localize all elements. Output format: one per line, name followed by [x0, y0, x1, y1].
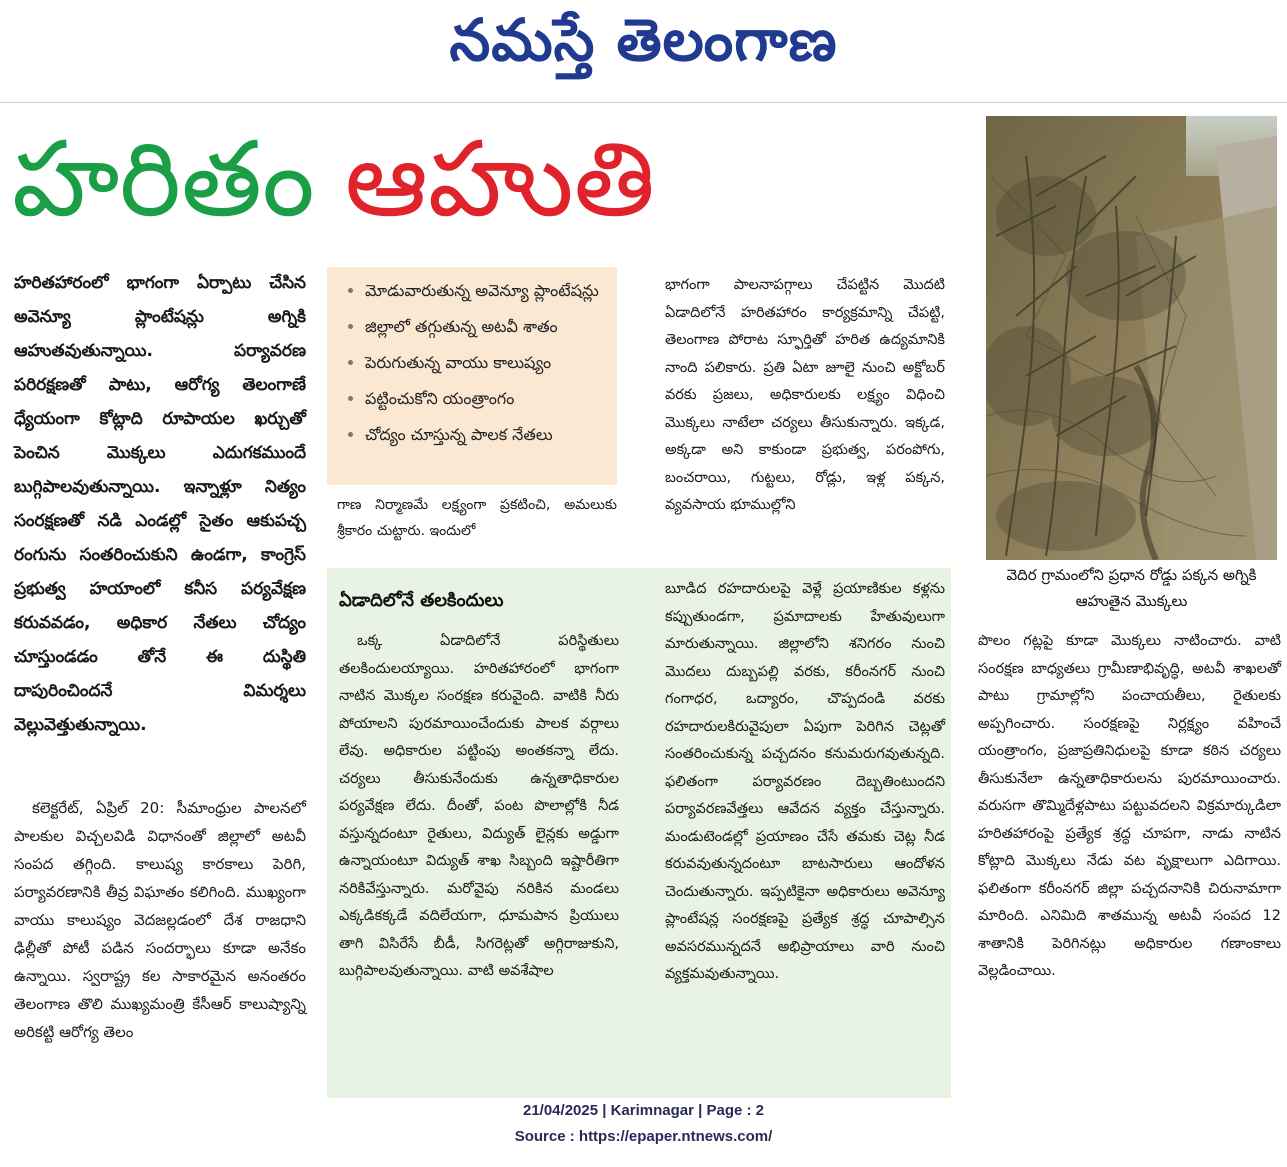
column-4-body: పొలం గట్లపై కూడా మొక్కలు నాటించారు. వాటి సంరక్షణ బాధ్యతలు గ్రామీణాభివృద్ధి, అటవీ శాఖలతో పాటు గ్రామాల్లోని పంచాయతీలు, రైతులకు అప్పగించారు. సంరక్షణపై నిర్లక్ష్యం వహించే యంత్రాంగం, ప్రజాప్రతినిధులపై కూడా కఠిన చర్యలు తీసుకునేలా ఉన్నతాధికారులను పురమాయించారు. వరుసగా తొమ్మిదేళ్లపాటు పట్టువదలని విక్రమార్కుడిలా హరితహారంపై ప్రత్యేక శ్రద్ధ చూపగా, నాడు నాటిన కోట్లాది మొక్కలు నేడు వట వృక్షాలుగా ఎదిగాయి. ఫలితంగా కరీంనగర్ జిల్లా పచ్చదనానికి చిరునామాగా మారింది. ఎనిమిది శాతమున్న అటవీ సంపద 12 శాతానికి పెరిగినట్లు అధికారుల గణాంకాలు వెల్లడించాయి. [978, 633, 1281, 979]
subheading: ఏడాదిలోనే తలకిందులు [339, 590, 504, 611]
column-2-body: ఒక్క ఏడాదిలోనే పరిస్థితులు తలకిందులయ్యాయి. హరితహారంలో భాగంగా నాటిన మొక్కల సంరక్షణ కరువైంది. వాటికి నీరు పోయాలని పురమాయించేందుకు పాలక వర్గాలు లేవు. అధికారుల పట్టింపు అంతకన్నా లేదు. చర్యలు తీసుకునేందుకు ఉన్నతాధికారుల పర్యవేక్షణ లేదు. దీంతో, పంట పొలాల్లోకి నీడ వస్తున్నదంటూ రైతులు, విద్యుత్ లైన్లకు అడ్డుగా ఉన్నాయంటూ విద్యుత్ శాఖ సిబ్బంది ఇష్టారీతిగా నరికివేస్తున్నారు. మరోవైపు నరికిన మండలు ఎక్కడికక్కడే వదిలేయగా, ధూమపాన ప్రియులు తాగి విసిరేసే బీడీ, సిగరెట్లతో అగ్గిరాజుకుని, బుగ్గిపాలవుతున్నాయి. వాటి అవశేషాల [339, 633, 619, 979]
highlight-item: • పెరుగుతున్న వాయు కాలుష్యం [365, 345, 609, 381]
highlight-item: • జిల్లాలో తగ్గుతున్న అటవీ శాతం [365, 309, 609, 345]
headline-part-green: హరితం [12, 118, 315, 240]
footer-date-edition: 21/04/2025 | Karimnagar | Page : 2 [522, 1102, 765, 1119]
highlight-item: • మోడువారుతున్న అవెన్యూ ప్లాంటేషన్లు [365, 273, 609, 309]
news-photo [986, 116, 1277, 560]
column-2-top: గాణ నిర్మాణమే లక్ష్యంగా ప్రకటించి, అమలుకు శ్రీకారం చుట్టారు. ఇందులో [337, 497, 617, 539]
lead-paragraph: హరితహారంలో భాగంగా ఏర్పాటు చేసిన అవెన్యూ ప్లాంటేషన్లు అగ్నికి ఆహుతవుతున్నాయి. పర్యావరణ పరిరక్షణతో పాటు, ఆరోగ్య తెలంగాణే ధ్యేయంగా కోట్లాది రూపాయల ఖర్చుతో పెంచిన మొక్కలు ఎదుగకముందే బుగ్గిపాలవుతున్నాయి. ఇన్నాళ్లూ నిత్యం సంరక్షణతో నడి ఎండల్లో సైతం ఆకుపచ్చ రంగును సంతరించుకుని ఉండగా, కాంగ్రెస్ ప్రభుత్వ హయాంలో కనీస పర్యవేక్షణ కరువవడం, అధికార నేతలు చోద్యం చూస్తుండడం తోనే ఈ దుస్థితి దాపురించిందనే విమర్శలు వెల్లువెత్తుతున్నాయి. [14, 273, 306, 735]
header-divider [0, 102, 1287, 103]
photo-caption: వెదిర గ్రామంలోని ప్రధాన రోడ్డు పక్కన అగ్నికి ఆహుతైన మొక్కలు [1006, 566, 1257, 610]
footer-source-link[interactable]: Source : https://epaper.ntnews.com/ [514, 1128, 773, 1145]
highlight-item: • చోద్యం చూస్తున్న పాలక నేతలు [365, 417, 609, 453]
burnt-plants-photo [986, 116, 1277, 560]
highlights-box [327, 267, 617, 485]
highlight-item: • పట్టించుకోని యంత్రాంగం [365, 381, 609, 417]
highlights-list [335, 273, 609, 453]
column-3-body: బూడిద రహదారులపై వెళ్లే ప్రయాణికుల కళ్లను కప్పుతుండగా, ప్రమాదాలకు హేతువులుగా మారుతున్నాయి. జిల్లాలోని శనిగరం నుంచి మొదలు దుబ్బపల్లి వరకు, కరీంనగర్ నుంచి గంగాధర, ఒద్యారం, చొప్పదండి వరకు రహదారులకిరువైపులా ఏపుగా పెరిగిన చెట్లతో సంతరించుకున్న పచ్చదనం కనుమరుగవుతున్నది. ఫలితంగా పర్యావరణం దెబ్బతింటుందని పర్యావరణవేత్తలు ఆవేదన వ్యక్తం చేస్తున్నారు. మండుటెండల్లో ప్రయాణం చేసే తమకు చెట్ల నీడ కరువవుతున్నదంటూ బాటసారులు ఆందోళన చెందుతున్నారు. ఇప్పటికైనా అధికారులు అవెన్యూ ప్లాంటేషన్ల సంరక్షణపై ప్రత్యేక శ్రద్ధ చూపాల్సిన అవసరమున్నదనే అభిప్రాయాలు వారి నుంచి వ్యక్తమవుతున్నాయి. [665, 581, 945, 982]
headline-part-red: ఆహుతి [344, 118, 656, 240]
headline [12, 112, 655, 247]
masthead-logo: నమస్తే తెలంగాణ [449, 6, 838, 74]
column-1-body: కలెక్టరేట్, ఏప్రిల్ 20: సీమాంధ్రుల పాలనలో పాలకుల విచ్చలవిడి విధానంతో జిల్లాలో అటవీ సంపద తగ్గింది. కాలుష్య కారకాలు పెరిగి, పర్యావరణానికి తీవ్ర విఘాతం కలిగింది. ముఖ్యంగా వాయు కాలుష్యం వెదజల్లడంలో దేశ రాజధాని ఢిల్లీతో పోటీ పడిన సందర్భాలు కూడా అనేకం ఉన్నాయి. స్వరాష్ట్ర కల సాకారమైన అనంతరం తెలంగాణ తొలి ముఖ్యమంత్రి కేసీఆర్ కాలుష్యాన్ని అరికట్టి ఆరోగ్య తెలం [14, 799, 306, 1041]
column-3-top: భాగంగా పాలనాపగ్గాలు చేపట్టిన మొదటి ఏడాదిలోనే హరితహారం కార్యక్రమాన్ని చేపట్టి, తెలంగాణ పోరాట స్ఫూర్తితో హరిత ఉద్యమానికి నాంది పలికారు. ప్రతి ఏటా జూలై నుంచి అక్టోబర్ వరకు ప్రజలు, అధికారులకు లక్ష్యం విధించి మొక్కలు నాటేలా చర్యలు తీసుకున్నారు. ఇక్కడ, అక్కడా అని కాకుండా ప్రభుత్వ, పరంపోగు, బంచరాయి, గుట్టలు, రోడ్లు, ఇళ్ల పక్కన, వ్యవసాయ భూముల్లోని [665, 277, 945, 513]
